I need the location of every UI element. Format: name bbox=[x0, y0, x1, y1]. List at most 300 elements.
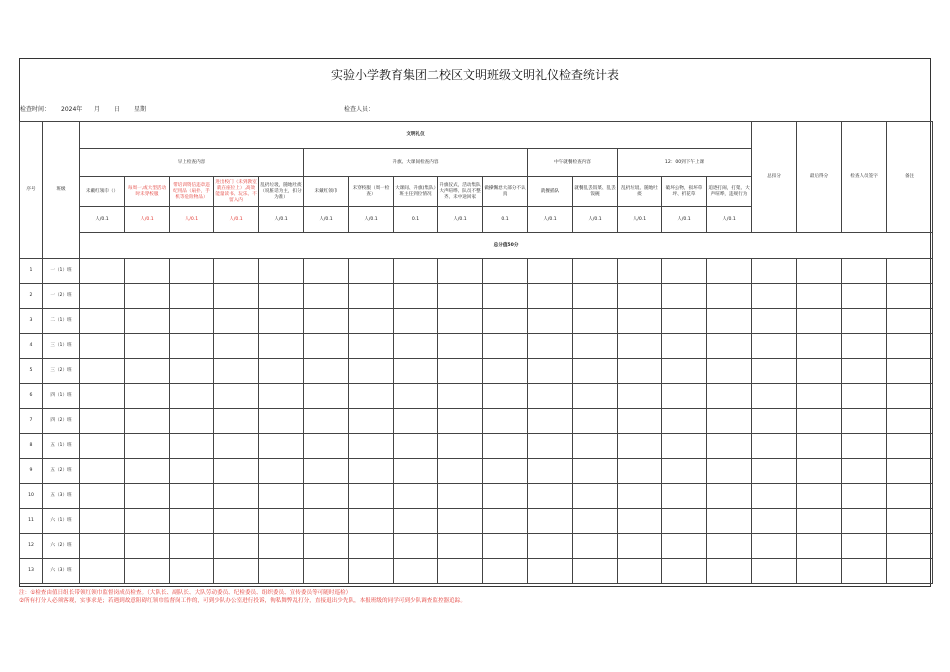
score-cell[interactable] bbox=[842, 334, 887, 359]
score-cell[interactable] bbox=[662, 484, 707, 509]
score-cell[interactable] bbox=[797, 409, 842, 434]
row-class: 四（1）班 bbox=[43, 384, 80, 409]
table-row bbox=[20, 534, 933, 559]
score-cell[interactable] bbox=[483, 259, 528, 284]
score-cell[interactable] bbox=[349, 534, 394, 559]
score-cell[interactable] bbox=[842, 509, 887, 534]
score-cell[interactable] bbox=[528, 459, 573, 484]
score-cell[interactable] bbox=[797, 434, 842, 459]
deduction-rate: 人/0.1 bbox=[259, 207, 304, 233]
score-cell[interactable] bbox=[842, 284, 887, 309]
score-cell[interactable] bbox=[483, 559, 528, 584]
score-cell[interactable] bbox=[573, 534, 618, 559]
score-cell[interactable] bbox=[887, 409, 933, 434]
score-cell[interactable] bbox=[438, 409, 483, 434]
score-cell[interactable] bbox=[483, 334, 528, 359]
score-cell[interactable] bbox=[438, 259, 483, 284]
score-cell[interactable] bbox=[842, 359, 887, 384]
score-cell[interactable] bbox=[214, 559, 259, 584]
score-cell[interactable] bbox=[125, 309, 170, 334]
score-cell[interactable] bbox=[887, 459, 933, 484]
row-class: 三（2）班 bbox=[43, 359, 80, 384]
score-cell[interactable] bbox=[573, 409, 618, 434]
score-cell[interactable] bbox=[887, 434, 933, 459]
score-cell[interactable] bbox=[707, 459, 752, 484]
score-cell[interactable] bbox=[80, 259, 125, 284]
score-cell[interactable] bbox=[214, 259, 259, 284]
score-cell[interactable] bbox=[797, 534, 842, 559]
criterion-header: 就餐插队 bbox=[528, 177, 573, 207]
score-cell[interactable] bbox=[349, 509, 394, 534]
score-cell[interactable] bbox=[752, 559, 797, 584]
row-serial: 13 bbox=[20, 559, 43, 584]
score-cell[interactable] bbox=[618, 309, 662, 334]
score-cell[interactable] bbox=[573, 484, 618, 509]
score-cell[interactable] bbox=[304, 434, 349, 459]
score-cell[interactable] bbox=[707, 284, 752, 309]
score-cell[interactable] bbox=[573, 259, 618, 284]
score-cell[interactable] bbox=[304, 534, 349, 559]
score-cell[interactable] bbox=[483, 384, 528, 409]
score-cell[interactable] bbox=[170, 259, 214, 284]
score-cell[interactable] bbox=[80, 559, 125, 584]
score-cell[interactable] bbox=[438, 284, 483, 309]
score-cell[interactable] bbox=[394, 309, 438, 334]
score-cell[interactable] bbox=[797, 284, 842, 309]
score-cell[interactable] bbox=[618, 284, 662, 309]
score-cell[interactable] bbox=[662, 409, 707, 434]
score-cell[interactable] bbox=[887, 509, 933, 534]
score-cell[interactable] bbox=[528, 509, 573, 534]
score-cell[interactable] bbox=[438, 384, 483, 409]
score-cell[interactable] bbox=[170, 334, 214, 359]
criterion-header: 带培训资信违章违纪用品（扇扑，手机等危险物品） bbox=[170, 177, 214, 207]
score-cell[interactable] bbox=[394, 509, 438, 534]
score-cell[interactable] bbox=[662, 559, 707, 584]
score-cell[interactable] bbox=[573, 559, 618, 584]
score-cell[interactable] bbox=[349, 309, 394, 334]
inspector-label[interactable]: 检查人员： bbox=[344, 106, 375, 113]
score-cell[interactable] bbox=[304, 409, 349, 434]
score-cell[interactable] bbox=[573, 284, 618, 309]
table-row bbox=[20, 459, 933, 484]
score-cell[interactable] bbox=[797, 359, 842, 384]
score-cell[interactable] bbox=[528, 559, 573, 584]
score-cell[interactable] bbox=[170, 559, 214, 584]
score-cell[interactable] bbox=[125, 284, 170, 309]
score-cell[interactable] bbox=[259, 309, 304, 334]
score-cell[interactable] bbox=[214, 484, 259, 509]
score-cell[interactable] bbox=[170, 509, 214, 534]
score-cell[interactable] bbox=[394, 359, 438, 384]
score-cell[interactable] bbox=[259, 334, 304, 359]
score-cell[interactable] bbox=[752, 334, 797, 359]
criterion-header: 乱扔垃圾，随地吐痰（说脏话为主，扣分为准） bbox=[259, 177, 304, 207]
row-class: 四（2）班 bbox=[43, 409, 80, 434]
score-cell[interactable] bbox=[707, 484, 752, 509]
row-class: 一（1）班 bbox=[43, 259, 80, 284]
score-cell[interactable] bbox=[259, 534, 304, 559]
score-cell[interactable] bbox=[438, 559, 483, 584]
score-cell[interactable] bbox=[752, 534, 797, 559]
score-cell[interactable] bbox=[483, 459, 528, 484]
score-cell[interactable] bbox=[80, 334, 125, 359]
score-cell[interactable] bbox=[662, 384, 707, 409]
score-cell[interactable] bbox=[618, 384, 662, 409]
score-cell[interactable] bbox=[304, 509, 349, 534]
score-cell[interactable] bbox=[483, 359, 528, 384]
row-serial: 2 bbox=[20, 284, 43, 309]
row-serial: 5 bbox=[20, 359, 43, 384]
score-cell[interactable] bbox=[528, 534, 573, 559]
score-cell[interactable] bbox=[214, 534, 259, 559]
score-cell[interactable] bbox=[528, 284, 573, 309]
score-cell[interactable] bbox=[752, 384, 797, 409]
score-cell[interactable] bbox=[349, 359, 394, 384]
score-cell[interactable] bbox=[573, 459, 618, 484]
score-cell[interactable] bbox=[438, 484, 483, 509]
score-cell[interactable] bbox=[797, 334, 842, 359]
score-cell[interactable] bbox=[214, 434, 259, 459]
score-cell[interactable] bbox=[618, 434, 662, 459]
score-cell[interactable] bbox=[887, 359, 933, 384]
score-cell[interactable] bbox=[662, 284, 707, 309]
score-cell[interactable] bbox=[528, 309, 573, 334]
score-cell[interactable] bbox=[394, 384, 438, 409]
score-cell[interactable] bbox=[349, 459, 394, 484]
score-cell[interactable] bbox=[214, 459, 259, 484]
score-cell[interactable] bbox=[842, 409, 887, 434]
inspector-sign-header: 检查人员签字 bbox=[842, 122, 887, 233]
score-cell[interactable] bbox=[573, 434, 618, 459]
score-cell[interactable] bbox=[125, 484, 170, 509]
score-cell[interactable] bbox=[887, 384, 933, 409]
score-cell[interactable] bbox=[80, 459, 125, 484]
table-row bbox=[20, 309, 933, 334]
score-cell[interactable] bbox=[707, 259, 752, 284]
score-cell[interactable] bbox=[304, 459, 349, 484]
score-cell[interactable] bbox=[528, 259, 573, 284]
score-cell[interactable] bbox=[528, 334, 573, 359]
score-cell[interactable] bbox=[573, 309, 618, 334]
score-cell[interactable] bbox=[259, 434, 304, 459]
deduction-rate: 人/0.1 bbox=[707, 207, 752, 233]
score-cell[interactable] bbox=[349, 409, 394, 434]
score-cell[interactable] bbox=[662, 334, 707, 359]
score-cell[interactable] bbox=[438, 434, 483, 459]
score-cell[interactable] bbox=[662, 509, 707, 534]
score-cell[interactable] bbox=[707, 309, 752, 334]
score-cell[interactable] bbox=[170, 534, 214, 559]
score-cell[interactable] bbox=[304, 359, 349, 384]
score-cell[interactable] bbox=[259, 359, 304, 384]
score-cell[interactable] bbox=[80, 309, 125, 334]
score-cell[interactable] bbox=[662, 534, 707, 559]
score-cell[interactable] bbox=[125, 434, 170, 459]
score-cell[interactable] bbox=[80, 384, 125, 409]
score-cell[interactable] bbox=[797, 459, 842, 484]
table-row bbox=[20, 334, 933, 359]
score-cell[interactable] bbox=[304, 384, 349, 409]
score-cell[interactable] bbox=[707, 534, 752, 559]
score-cell[interactable] bbox=[573, 359, 618, 384]
score-cell[interactable] bbox=[214, 359, 259, 384]
score-cell[interactable] bbox=[618, 259, 662, 284]
score-cell[interactable] bbox=[887, 334, 933, 359]
page-title: 实验小学教育集团二校区文明班级文明礼仪检查统计表 bbox=[330, 68, 619, 82]
table-row bbox=[20, 559, 933, 584]
criterion-header: 进出校门（未到教室就在座位上）,高效能量读书、玩乐、不留入内 bbox=[214, 177, 259, 207]
score-cell[interactable] bbox=[483, 509, 528, 534]
criterion-header: 未戴红领巾 bbox=[304, 177, 349, 207]
score-cell[interactable] bbox=[618, 509, 662, 534]
row-serial: 10 bbox=[20, 484, 43, 509]
table-row bbox=[20, 284, 933, 309]
day-field[interactable]: 日 bbox=[114, 106, 121, 113]
month-field[interactable]: 月 bbox=[94, 106, 101, 113]
score-cell[interactable] bbox=[80, 359, 125, 384]
score-cell[interactable] bbox=[349, 334, 394, 359]
score-cell[interactable] bbox=[842, 559, 887, 584]
score-cell[interactable] bbox=[797, 309, 842, 334]
score-cell[interactable] bbox=[304, 284, 349, 309]
score-cell[interactable] bbox=[707, 509, 752, 534]
score-cell[interactable] bbox=[394, 484, 438, 509]
score-cell[interactable] bbox=[573, 509, 618, 534]
score-cell[interactable] bbox=[304, 559, 349, 584]
score-cell[interactable] bbox=[752, 459, 797, 484]
table-row bbox=[20, 434, 933, 459]
score-cell[interactable] bbox=[752, 484, 797, 509]
score-cell[interactable] bbox=[797, 384, 842, 409]
morning-group-header: 早上检查内容 bbox=[80, 149, 304, 177]
score-cell[interactable] bbox=[573, 384, 618, 409]
score-cell[interactable] bbox=[887, 484, 933, 509]
score-cell[interactable] bbox=[618, 534, 662, 559]
score-cell[interactable] bbox=[797, 509, 842, 534]
score-cell[interactable] bbox=[394, 334, 438, 359]
score-cell[interactable] bbox=[752, 509, 797, 534]
score-cell[interactable] bbox=[170, 309, 214, 334]
score-cell[interactable] bbox=[842, 309, 887, 334]
deduction-rate: 0.1 bbox=[394, 207, 438, 233]
score-cell[interactable] bbox=[752, 434, 797, 459]
score-cell[interactable] bbox=[125, 509, 170, 534]
score-cell[interactable] bbox=[438, 509, 483, 534]
score-cell[interactable] bbox=[80, 409, 125, 434]
weekday-field[interactable]: 星期 bbox=[134, 106, 147, 113]
score-cell[interactable] bbox=[842, 459, 887, 484]
score-cell[interactable] bbox=[752, 309, 797, 334]
noon-group-header: 中午就餐检查内容 bbox=[528, 149, 618, 177]
score-cell[interactable] bbox=[349, 434, 394, 459]
score-cell[interactable] bbox=[618, 359, 662, 384]
score-cell[interactable] bbox=[214, 384, 259, 409]
row-serial: 9 bbox=[20, 459, 43, 484]
score-cell[interactable] bbox=[304, 484, 349, 509]
score-cell[interactable] bbox=[528, 434, 573, 459]
score-cell[interactable] bbox=[662, 259, 707, 284]
score-cell[interactable] bbox=[483, 284, 528, 309]
score-cell[interactable] bbox=[125, 409, 170, 434]
footnote-line: ②所有打分人必须客观，实事求是；若遇到故意阻碍红领巾监督岗工作的，可到少队办公室进行投诉，徇私舞弊乱打分，直接退出少先队，本报班级的同学可到少队调查监控器追踪。 bbox=[19, 598, 466, 604]
score-cell[interactable] bbox=[618, 409, 662, 434]
score-cell[interactable] bbox=[528, 384, 573, 409]
score-cell[interactable] bbox=[707, 384, 752, 409]
score-cell[interactable] bbox=[259, 384, 304, 409]
score-cell[interactable] bbox=[259, 409, 304, 434]
score-cell[interactable] bbox=[887, 559, 933, 584]
score-cell[interactable] bbox=[80, 434, 125, 459]
score-cell[interactable] bbox=[483, 309, 528, 334]
score-cell[interactable] bbox=[394, 409, 438, 434]
score-cell[interactable] bbox=[125, 559, 170, 584]
row-serial: 12 bbox=[20, 534, 43, 559]
score-cell[interactable] bbox=[752, 259, 797, 284]
score-cell[interactable] bbox=[483, 534, 528, 559]
score-cell[interactable] bbox=[214, 334, 259, 359]
score-cell[interactable] bbox=[125, 359, 170, 384]
score-cell[interactable] bbox=[170, 484, 214, 509]
score-cell[interactable] bbox=[483, 484, 528, 509]
score-cell[interactable] bbox=[394, 559, 438, 584]
score-cell[interactable] bbox=[259, 259, 304, 284]
score-cell[interactable] bbox=[752, 284, 797, 309]
score-cell[interactable] bbox=[80, 509, 125, 534]
score-cell[interactable] bbox=[304, 334, 349, 359]
score-cell[interactable] bbox=[80, 534, 125, 559]
score-cell[interactable] bbox=[483, 409, 528, 434]
score-cell[interactable] bbox=[842, 534, 887, 559]
score-cell[interactable] bbox=[349, 484, 394, 509]
row-class: 二（1）班 bbox=[43, 309, 80, 334]
score-cell[interactable] bbox=[125, 459, 170, 484]
score-cell[interactable] bbox=[797, 559, 842, 584]
score-cell[interactable] bbox=[662, 359, 707, 384]
score-cell[interactable] bbox=[394, 459, 438, 484]
score-cell[interactable] bbox=[214, 284, 259, 309]
score-cell[interactable] bbox=[349, 384, 394, 409]
score-cell[interactable] bbox=[842, 384, 887, 409]
score-cell[interactable] bbox=[349, 559, 394, 584]
score-cell[interactable] bbox=[438, 534, 483, 559]
score-cell[interactable] bbox=[573, 334, 618, 359]
score-cell[interactable] bbox=[797, 484, 842, 509]
score-cell[interactable] bbox=[394, 284, 438, 309]
score-cell[interactable] bbox=[170, 459, 214, 484]
table-row bbox=[20, 484, 933, 509]
year-field[interactable]: 2024年 bbox=[61, 106, 83, 113]
criterion-header: 破坏公物，损坏草坪、折花草 bbox=[662, 177, 707, 207]
score-cell[interactable] bbox=[662, 434, 707, 459]
score-cell[interactable] bbox=[618, 459, 662, 484]
score-cell[interactable] bbox=[125, 384, 170, 409]
score-cell[interactable] bbox=[259, 559, 304, 584]
score-cell[interactable] bbox=[259, 484, 304, 509]
score-cell[interactable] bbox=[887, 309, 933, 334]
score-cell[interactable] bbox=[170, 434, 214, 459]
score-cell[interactable] bbox=[170, 284, 214, 309]
score-cell[interactable] bbox=[214, 309, 259, 334]
score-cell[interactable] bbox=[259, 459, 304, 484]
score-cell[interactable] bbox=[394, 259, 438, 284]
score-cell[interactable] bbox=[438, 334, 483, 359]
score-cell[interactable] bbox=[125, 534, 170, 559]
score-cell[interactable] bbox=[438, 359, 483, 384]
check-time-label: 检查时间： bbox=[20, 106, 51, 113]
score-cell[interactable] bbox=[707, 409, 752, 434]
score-cell[interactable] bbox=[170, 384, 214, 409]
score-cell[interactable] bbox=[528, 359, 573, 384]
score-cell[interactable] bbox=[170, 409, 214, 434]
score-cell[interactable] bbox=[842, 259, 887, 284]
score-cell[interactable] bbox=[214, 509, 259, 534]
score-cell[interactable] bbox=[259, 509, 304, 534]
score-cell[interactable] bbox=[752, 359, 797, 384]
score-cell[interactable] bbox=[438, 309, 483, 334]
score-cell[interactable] bbox=[304, 309, 349, 334]
deduction-rate: 人/0.1 bbox=[170, 207, 214, 233]
score-cell[interactable] bbox=[304, 259, 349, 284]
score-cell[interactable] bbox=[662, 459, 707, 484]
criterion-header: 每周一,或大型活动时未穿校服 bbox=[125, 177, 170, 207]
score-cell[interactable] bbox=[887, 259, 933, 284]
footnote-line: 注：①检查由值日组长带领红领巾监督岗成员检查。（大队长、副队长、大队劳动委员、纪检委员、组织委员、宣传委员等可随时巡检） bbox=[19, 590, 352, 596]
score-cell[interactable] bbox=[707, 334, 752, 359]
score-cell[interactable] bbox=[887, 284, 933, 309]
score-cell[interactable] bbox=[214, 409, 259, 434]
score-cell[interactable] bbox=[797, 259, 842, 284]
score-cell[interactable] bbox=[349, 284, 394, 309]
total-deduct-header: 总扣分 bbox=[752, 122, 797, 233]
score-cell[interactable] bbox=[170, 359, 214, 384]
score-cell[interactable] bbox=[528, 409, 573, 434]
criterion-header: 追逐打闹，打架、大声喧哗，违规行为 bbox=[707, 177, 752, 207]
score-cell[interactable] bbox=[125, 334, 170, 359]
class-header: 班级 bbox=[43, 122, 80, 259]
score-cell[interactable] bbox=[842, 484, 887, 509]
score-cell[interactable] bbox=[80, 484, 125, 509]
row-serial: 11 bbox=[20, 509, 43, 534]
score-cell[interactable] bbox=[483, 434, 528, 459]
score-cell[interactable] bbox=[842, 434, 887, 459]
score-cell[interactable] bbox=[80, 284, 125, 309]
score-cell[interactable] bbox=[438, 459, 483, 484]
deduction-rate: 人/0.1 bbox=[528, 207, 573, 233]
score-cell[interactable] bbox=[125, 259, 170, 284]
deduction-rate: 人/0.1 bbox=[618, 207, 662, 233]
table-row bbox=[20, 359, 933, 384]
score-cell[interactable] bbox=[707, 434, 752, 459]
score-cell[interactable] bbox=[618, 334, 662, 359]
remarks-header: 备注 bbox=[887, 122, 933, 233]
score-cell[interactable] bbox=[618, 484, 662, 509]
score-cell[interactable] bbox=[259, 284, 304, 309]
criterion-header: 升旗仪式，活动集队大声喧哗、队员不整齐、未中途回家 bbox=[438, 177, 483, 207]
score-cell[interactable] bbox=[707, 359, 752, 384]
score-cell[interactable] bbox=[394, 434, 438, 459]
score-cell[interactable] bbox=[394, 534, 438, 559]
deduction-rate: 人/0.1 bbox=[125, 207, 170, 233]
score-cell[interactable] bbox=[752, 409, 797, 434]
score-cell[interactable] bbox=[662, 309, 707, 334]
score-cell[interactable] bbox=[887, 534, 933, 559]
score-cell[interactable] bbox=[707, 559, 752, 584]
score-cell[interactable] bbox=[528, 484, 573, 509]
row-class: 五（3）班 bbox=[43, 484, 80, 509]
score-cell[interactable] bbox=[618, 559, 662, 584]
score-cell[interactable] bbox=[349, 259, 394, 284]
